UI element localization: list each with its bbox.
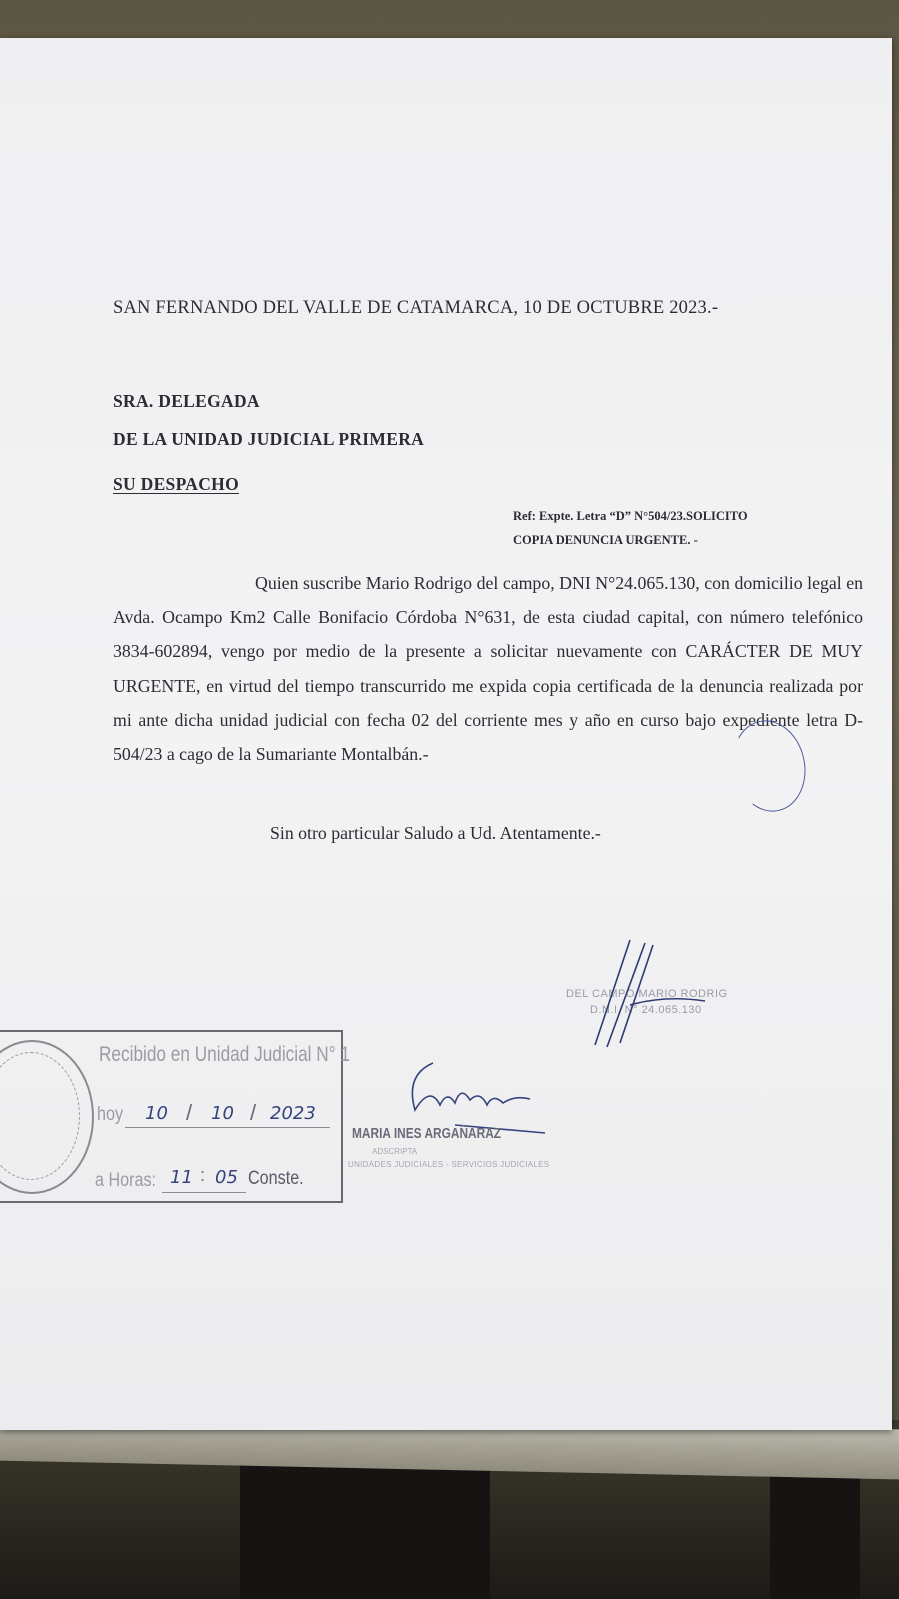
recipient-line-3: SU DESPACHO	[113, 474, 239, 494]
received-minute: 05	[215, 1167, 238, 1188]
date-underline	[125, 1127, 330, 1128]
letter-body: Quien suscribe Mario Rodrigo del campo, DNI N°24.065.130, con domicilio legal en Avda. Ocampo Km2 Calle Bonifacio Córdoba N°631, de esta ciudad capital, con número telefónico 3834-602894, vengo por medio de la presente a solicitar nuevamente con CARÁCTER DE MUY URGENTE, en virtud del tiempo transcurrido me expida copia certificada de la denuncia realizada por mi ante dicha unidad judicial con fecha 02 del corriente mes y año en curso bajo expediente letra D-504/23 a cago de la Sumariante Montalbán.-	[113, 573, 863, 765]
applicant-stamp-dni: D.N.I. N° 24.065.130	[590, 1004, 702, 1016]
official-department: UNIDADES JUDICIALES - SERVICIOS JUDICIALES	[348, 1160, 550, 1169]
received-stamp-consta: Conste.	[248, 1168, 304, 1189]
date-separator: /	[186, 1100, 193, 1125]
time-underline	[162, 1192, 246, 1193]
received-stamp-hoy-label: hoy	[97, 1104, 124, 1125]
received-month: 10	[211, 1103, 234, 1124]
received-year: 2023	[270, 1103, 316, 1124]
date-separator: /	[250, 1100, 257, 1125]
received-hour: 11	[170, 1167, 193, 1188]
official-title: ADSCRIPTA	[372, 1147, 418, 1156]
applicant-signature	[585, 935, 725, 1055]
desk-shadow	[240, 1449, 490, 1599]
received-stamp-horas-label: a Horas:	[95, 1170, 157, 1191]
closing-line: Sin otro particular Saludo a Ud. Atentamente.-	[270, 823, 601, 843]
recipient-line-1: SRA. DELEGADA	[113, 391, 260, 411]
received-day: 10	[145, 1103, 168, 1124]
received-stamp-title: Recibido en Unidad Judicial N° 1	[99, 1043, 350, 1066]
date-line: SAN FERNANDO DEL VALLE DE CATAMARCA, 10 DE OCTUBRE 2023.-	[113, 298, 719, 318]
reference-line-1: Ref: Expte. Letra “D” N°504/23.SOLICITO	[513, 509, 748, 523]
applicant-stamp-name: DEL CAMPO MARIO RODRIG	[566, 988, 728, 1000]
reference-line-2: COPIA DENUNCIA URGENTE. -	[513, 533, 698, 547]
recipient-line-2: DE LA UNIDAD JUDICIAL PRIMERA	[113, 429, 425, 449]
official-name: MARIA INES ARGAÑARAZ	[352, 1126, 502, 1142]
time-separator: :	[200, 1165, 206, 1185]
